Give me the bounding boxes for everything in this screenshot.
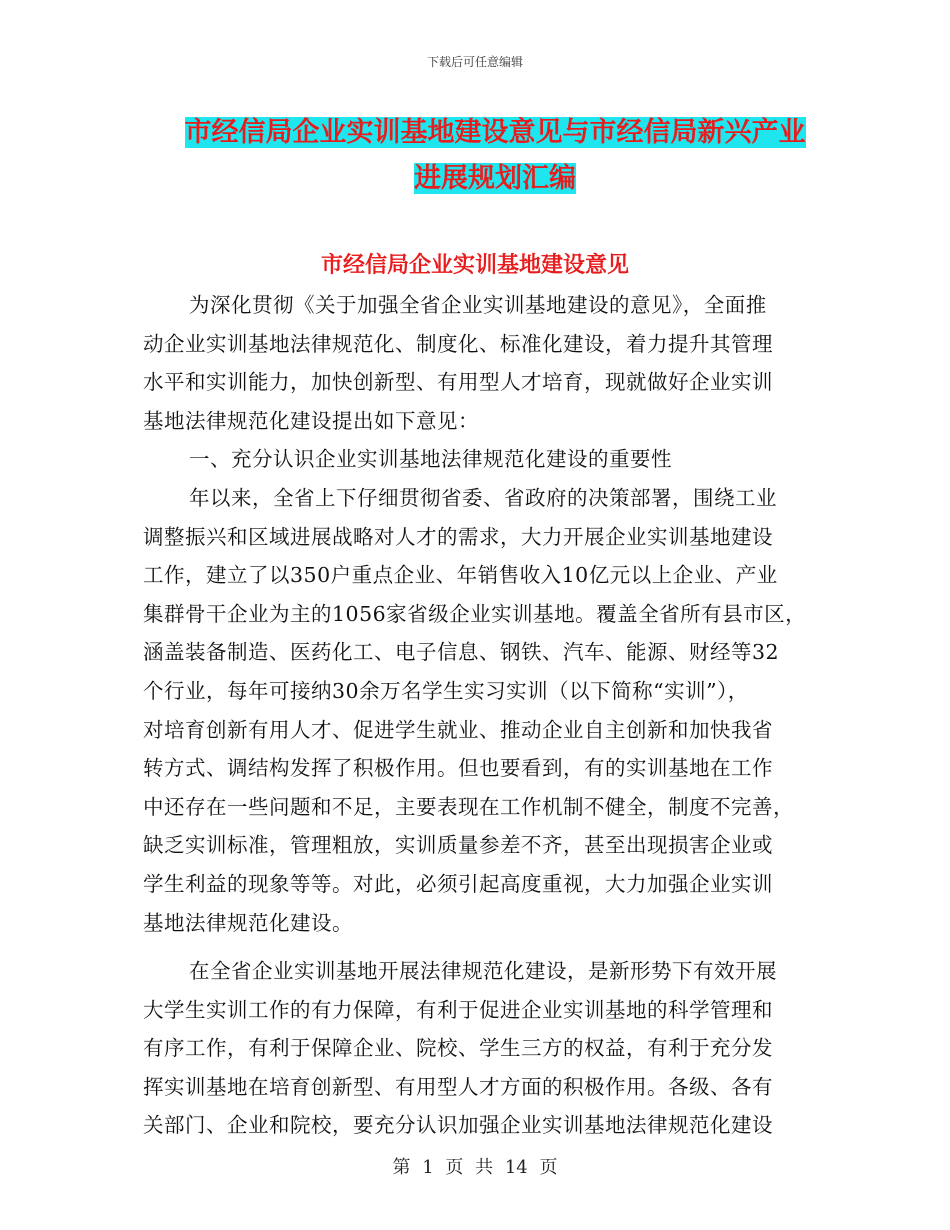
paragraph-line: 工作，建立了以350户重点企业、年销售收入10亿元以上企业、产业 — [143, 563, 778, 588]
paragraph-line: 基地法律规范化建设提出如下意见： — [143, 408, 479, 433]
paragraph-line: 个行业，每年可接纳30余万名学生实习实训（以下简称“实训”）， — [143, 678, 749, 703]
section-title: 市经信局企业实训基地建设意见 — [320, 253, 629, 278]
paragraph-line: 基地法律规范化建设。 — [143, 910, 353, 935]
paragraph-line: 在全省企业实训基地开展法律规范化建设，是新形势下有效开展 — [189, 959, 777, 984]
paragraph-line: 中还存在一些问题和不足，主要表现在工作机制不健全，制度不完善， — [143, 794, 794, 819]
paragraph-line: 缺乏实训标准，管理粗放，实训质量参差不齐，甚至出现损害企业或 — [143, 833, 773, 858]
page-number-footer: 第 1 页 共 14 页 — [392, 1157, 558, 1178]
main-title-line-1: 市经信局企业实训基地建设意见与市经信局新兴产业 — [184, 117, 806, 148]
paragraph-line: 年以来，全省上下仔细贯彻省委、省政府的决策部署，围绕工业 — [189, 485, 777, 510]
document-main-title — [150, 110, 840, 202]
paragraph-line: 学生利益的现象等等。对此，必须引起高度重视，大力加强企业实训 — [143, 871, 773, 896]
paragraph-line: 挥实训基地在培育创新型、有用型人才方面的积极作用。各级、各有 — [143, 1074, 773, 1099]
paragraph-line: 动企业实训基地法律规范化、制度化、标准化建设，着力提升其管理 — [143, 331, 773, 356]
paragraph-line: 关部门、企业和院校，要充分认识加强企业实训基地法律规范化建设 — [143, 1113, 773, 1138]
paragraph-line: 转方式、调结构发挥了积极作用。但也要看到，有的实训基地在工作 — [143, 756, 773, 781]
header-note: 下载后可任意编辑 — [426, 55, 523, 69]
paragraph-line: 调整振兴和区域进展战略对人才的需求，大力开展企业实训基地建设 — [143, 524, 773, 549]
paragraph-line: 涵盖装备制造、医药化工、电子信息、钢铁、汽车、能源、财经等32 — [143, 640, 780, 665]
paragraph-line: 大学生实训工作的有力保障，有利于促进企业实训基地的科学管理和 — [143, 997, 773, 1022]
paragraph-gap — [143, 942, 808, 952]
paragraph-line: 有序工作，有利于保障企业、院校、学生三方的权益，有利于充分发 — [143, 1036, 773, 1061]
paragraph-line: 为深化贯彻《关于加强全省企业实训基地建设的意见》，全面推 — [189, 293, 767, 317]
document-body — [143, 286, 808, 1145]
paragraph-line: 水平和实训能力，加快创新型、有用型人才培育，现就做好企业实训 — [143, 370, 773, 395]
paragraph-line: 对培育创新有用人才、促进学生就业、推动企业自主创新和加快我省 — [143, 717, 773, 742]
main-title-line-2: 进展规划汇编 — [414, 163, 576, 194]
subsection-heading: 一、充分认识企业实训基地法律规范化建设的重要性 — [189, 447, 672, 472]
paragraph-line: 集群骨干企业为主的1056家省级企业实训基地。覆盖全省所有县市区， — [143, 601, 807, 626]
